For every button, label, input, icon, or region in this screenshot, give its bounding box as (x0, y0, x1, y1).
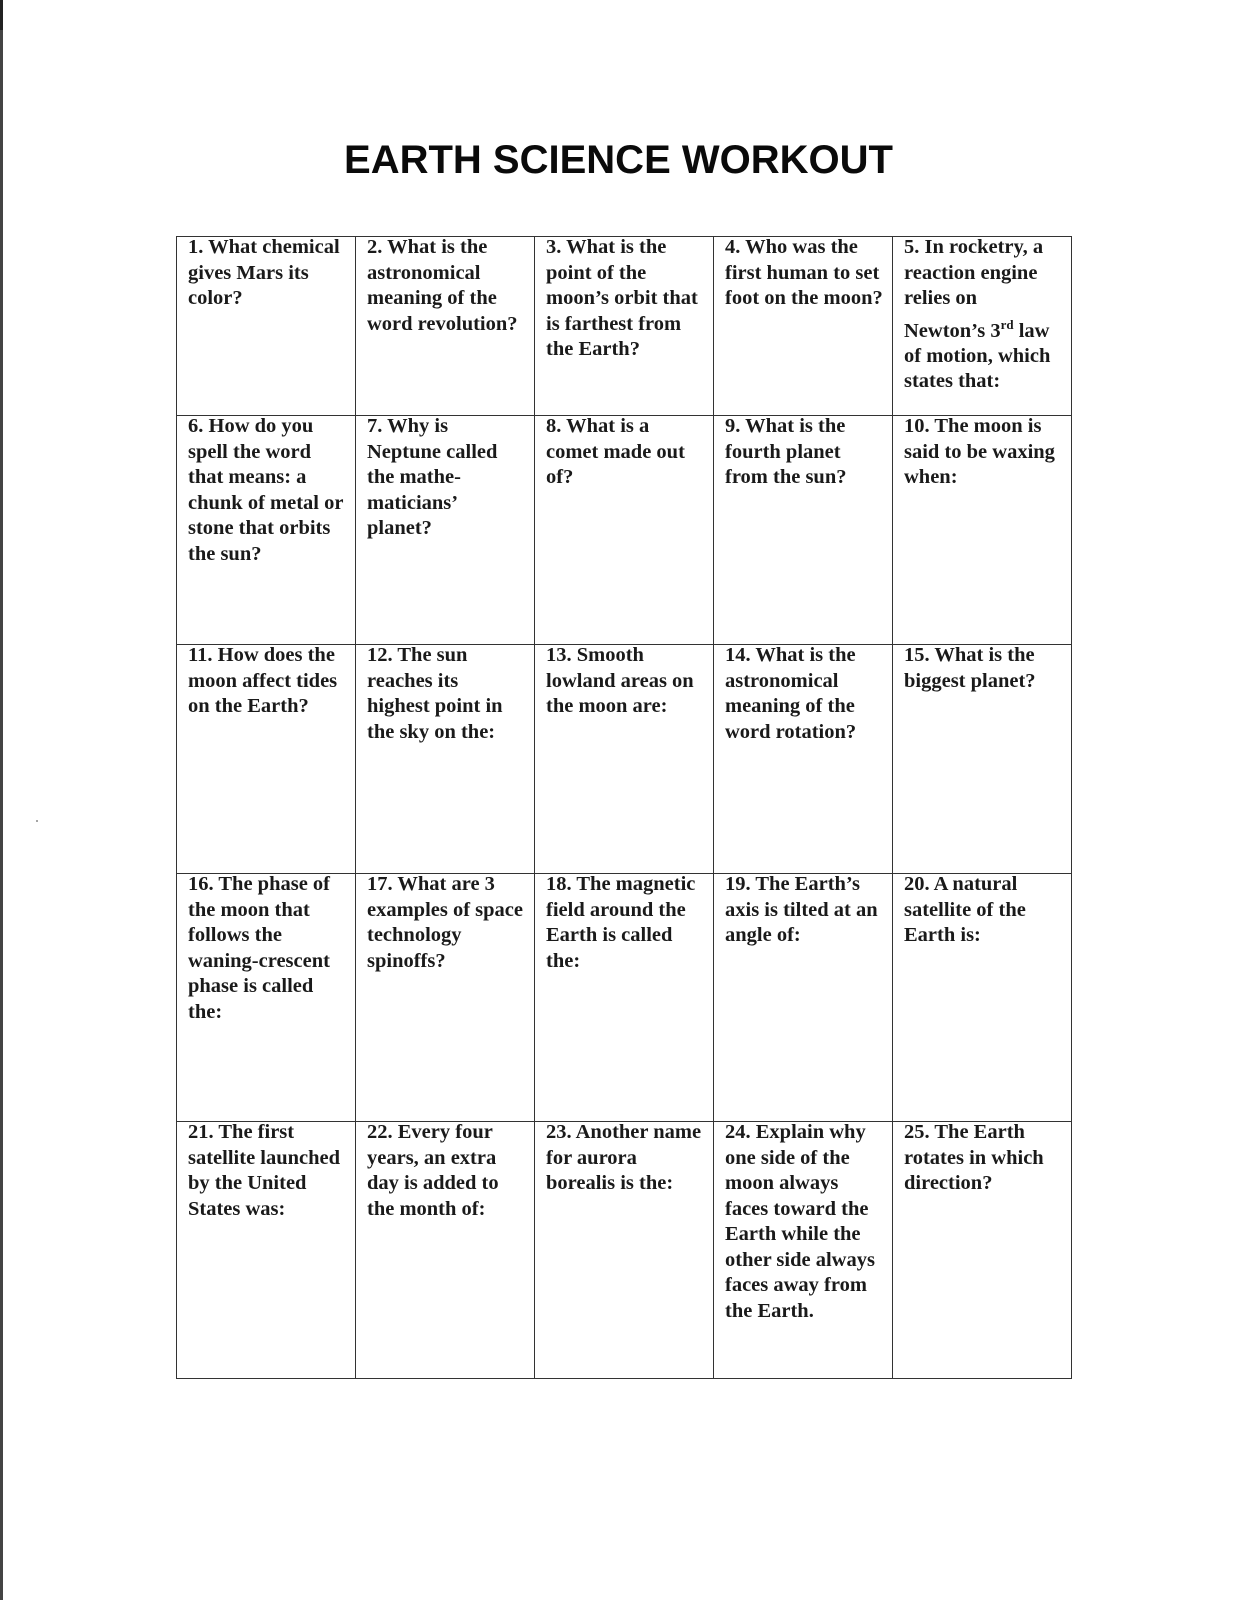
question-cell-18 (535, 874, 714, 1122)
question-cell-20 (893, 874, 1072, 1122)
question-text-9: 9. What is the fourth planet from the sun? (725, 415, 847, 488)
question-cell-5 (893, 237, 1072, 416)
question-cell-15 (893, 645, 1072, 874)
question-cell-1 (177, 237, 356, 416)
question-cell-16 (177, 874, 356, 1122)
question-text-23: 23. Another name for aurora borealis is the: (546, 1121, 702, 1194)
question-text-22: 22. Every four years, an extra day is added to the month of: (367, 1121, 499, 1220)
question-text-1: 1. What chemical gives Mars its color? (188, 236, 340, 309)
question-text-25: 25. The Earth rotates in which direction? (904, 1121, 1044, 1194)
question-text-17: 17. What are 3 examples of space technology spinoffs? (367, 873, 524, 972)
question-cell-14 (714, 645, 893, 874)
grid-row-3 (177, 645, 1072, 874)
page-title: EARTH SCIENCE WORKOUT (344, 138, 893, 182)
question-cell-10 (893, 416, 1072, 645)
question-text-5 (904, 235, 1063, 395)
question-cell-2 (356, 237, 535, 416)
question-text-15: 15. What is the biggest planet? (904, 644, 1036, 692)
question-text-3: 3. What is the point of the moon’s orbit that is farthest from the Earth? (546, 236, 698, 360)
question-text-14: 14. What is the astronomical meaning of the word rotation? (725, 644, 857, 743)
question-cell-8 (535, 416, 714, 645)
grid-row-1 (177, 237, 1072, 416)
question-text-24: 24. Explain why one side of the moon always faces toward the Earth while the other side always faces away from the Earth. (725, 1121, 875, 1322)
question-text-11: 11. How does the moon affect tides on the Earth? (188, 644, 338, 717)
question-text-20: 20. A natural satellite of the Earth is: (904, 873, 1026, 946)
question-text-4: 4. Who was the first human to set foot on the moon? (725, 236, 883, 309)
question-text-2: 2. What is the astronomical meaning of the word revolution? (367, 236, 518, 335)
ordinal-superscript: rd (1000, 316, 1014, 332)
question-text-21: 21. The first satellite launched by the United States was: (188, 1121, 341, 1220)
question-cell-22 (356, 1122, 535, 1379)
grid-row-2 (177, 416, 1072, 645)
question-text-7: 7. Why is Neptune called the mathe-maticians’ planet? (367, 415, 498, 539)
question-cell-9 (714, 416, 893, 645)
question-text-8: 8. What is a comet made out of? (546, 415, 685, 488)
question-cell-19 (714, 874, 893, 1122)
question-text-12: 12. The sun reaches its highest point in the sky on the: (367, 644, 503, 743)
question-cell-21 (177, 1122, 356, 1379)
question-cell-25 (893, 1122, 1072, 1379)
grid-row-5 (177, 1122, 1072, 1379)
grid-row-4 (177, 874, 1072, 1122)
question-text-5-start: 5. In rocketry, a reaction engine relies on Newton’s 3 (904, 236, 1044, 342)
scan-speck (36, 820, 38, 822)
question-cell-3 (535, 237, 714, 416)
question-text-10: 10. The moon is said to be waxing when: (904, 415, 1055, 488)
question-cell-13 (535, 645, 714, 874)
question-cell-7 (356, 416, 535, 645)
question-text-6: 6. How do you spell the word that means: a chunk of metal or stone that orbits the sun? (188, 415, 344, 565)
question-text-13: 13. Smooth lowland areas on the moon are: (546, 644, 694, 717)
question-text-16: 16. The phase of the moon that follows the waning-crescent phase is called the: (188, 873, 331, 1023)
question-text-5-end: law of motion, which states that: (904, 319, 1051, 393)
question-cell-6 (177, 416, 356, 645)
question-cell-11 (177, 645, 356, 874)
question-cell-24 (714, 1122, 893, 1379)
scan-edge-shadow (0, 0, 3, 1600)
question-cell-17 (356, 874, 535, 1122)
question-grid (176, 236, 1072, 1379)
question-text-19: 19. The Earth’s axis is tilted at an angle of: (725, 873, 878, 946)
question-cell-4 (714, 237, 893, 416)
question-text-18: 18. The magnetic field around the Earth is called the: (546, 873, 696, 972)
question-cell-12 (356, 645, 535, 874)
question-cell-23 (535, 1122, 714, 1379)
